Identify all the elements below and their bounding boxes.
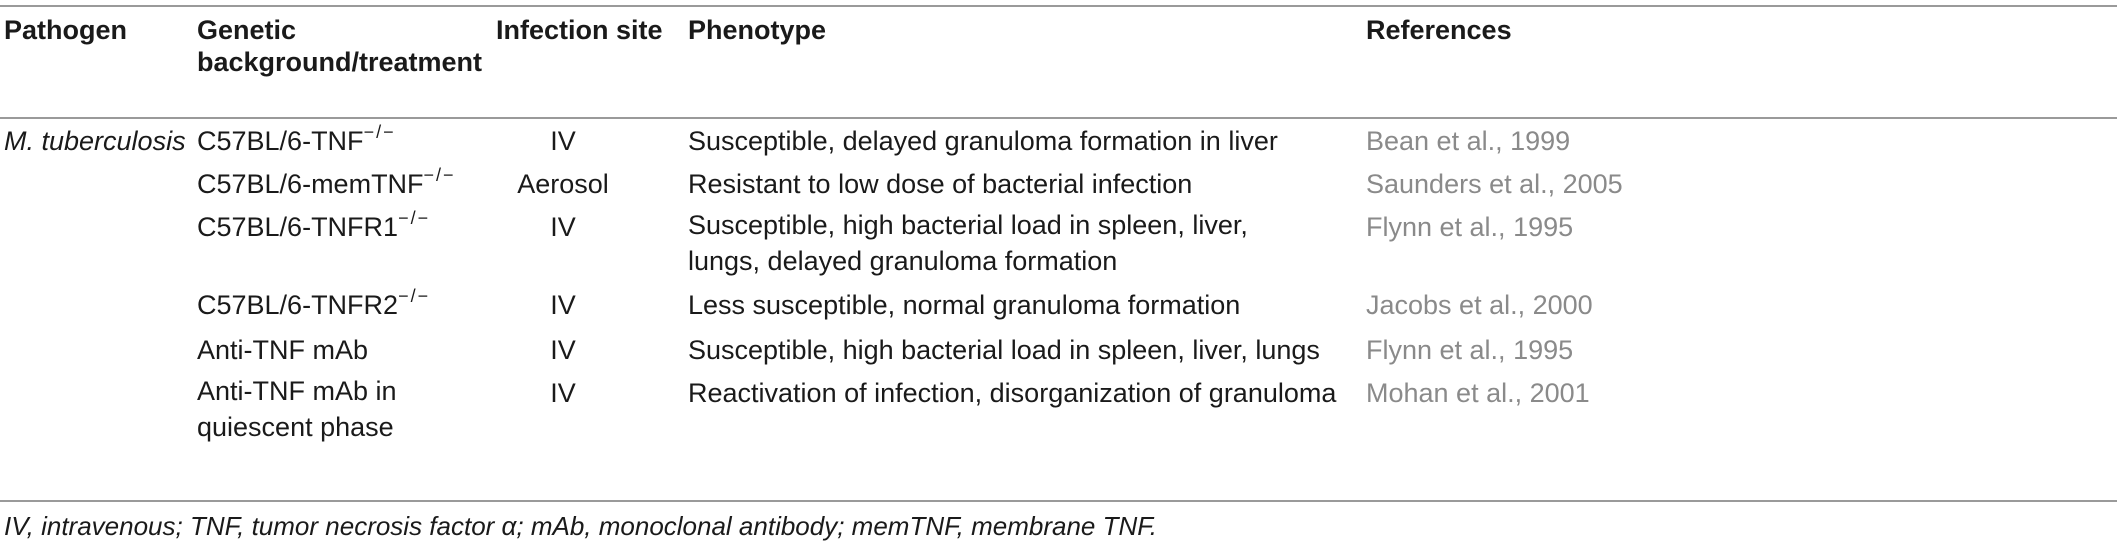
genetic-base: C57BL/6-TNFR1: [197, 212, 399, 242]
table-row-5-reference: Flynn et al., 1995: [1366, 335, 1574, 365]
header-phenotype: Phenotype: [688, 15, 827, 45]
table-row-4-site: IV: [550, 290, 576, 320]
pathogen-name: M. tuberculosis: [4, 126, 186, 156]
table-row-6-genetic: Anti-TNF mAb in quiescent phase: [197, 376, 397, 442]
genetic-superscript: −/−: [423, 165, 456, 185]
table-row-4-phenotype: Less susceptible, normal granuloma formation: [688, 290, 1241, 320]
table-row-2-genetic: [197, 164, 456, 204]
header-infection-site: Infection site: [496, 15, 663, 45]
table-row-1-phenotype: Susceptible, delayed granuloma formation in liver: [688, 126, 1278, 156]
genetic-base: C57BL/6-TNFR2: [197, 290, 399, 320]
table-row-6-phenotype: Reactivation of infection, disorganization of granuloma: [688, 378, 1337, 408]
table-row-2-phenotype: Resistant to low dose of bacterial infection: [688, 169, 1193, 199]
header-bottom-rule: [0, 117, 2117, 119]
table-row-3-phenotype: Susceptible, high bacterial load in spleen, liver, lungs, delayed granuloma formation: [688, 210, 1248, 276]
table-footnote: IV, intravenous; TNF, tumor necrosis factor α; mAb, monoclonal antibody; memTNF, membrane TNF.: [4, 511, 1158, 541]
header-references: References: [1366, 15, 1512, 45]
table-row-6-reference: Mohan et al., 2001: [1366, 378, 1590, 408]
header-pathogen: Pathogen: [4, 15, 128, 45]
genetic-superscript: −/−: [398, 208, 431, 228]
genetic-base: C57BL/6-TNF: [197, 126, 364, 156]
table-top-rule: [0, 5, 2117, 7]
header-genetic-background: Genetic background/treatment: [197, 15, 483, 77]
table-row-4-genetic: [197, 285, 430, 325]
genetic-base: C57BL/6-memTNF: [197, 169, 424, 199]
table-row-4-reference: Jacobs et al., 2000: [1366, 290, 1593, 320]
genetic-superscript: −/−: [363, 122, 396, 142]
table-row-5-site: IV: [550, 335, 576, 365]
table-row-6-site: IV: [550, 378, 576, 408]
genetic-base: Anti-TNF mAb: [197, 335, 369, 365]
table-row-1-genetic: [197, 121, 396, 161]
table-row-3-genetic: [197, 207, 430, 247]
table-row-5-phenotype: Susceptible, high bacterial load in spleen, liver, lungs: [688, 335, 1320, 365]
table-bottom-rule: [0, 500, 2117, 502]
table-row-1-site: IV: [550, 126, 576, 156]
genetic-superscript: −/−: [398, 286, 431, 306]
table-row-3-reference: Flynn et al., 1995: [1366, 212, 1574, 242]
table-row-3-site: IV: [550, 212, 576, 242]
table-row-1-reference: Bean et al., 1999: [1366, 126, 1571, 156]
table-row-2-site: Aerosol: [517, 169, 609, 199]
table-row-2-reference: Saunders et al., 2005: [1366, 169, 1623, 199]
table-row-5-genetic: [197, 330, 368, 370]
